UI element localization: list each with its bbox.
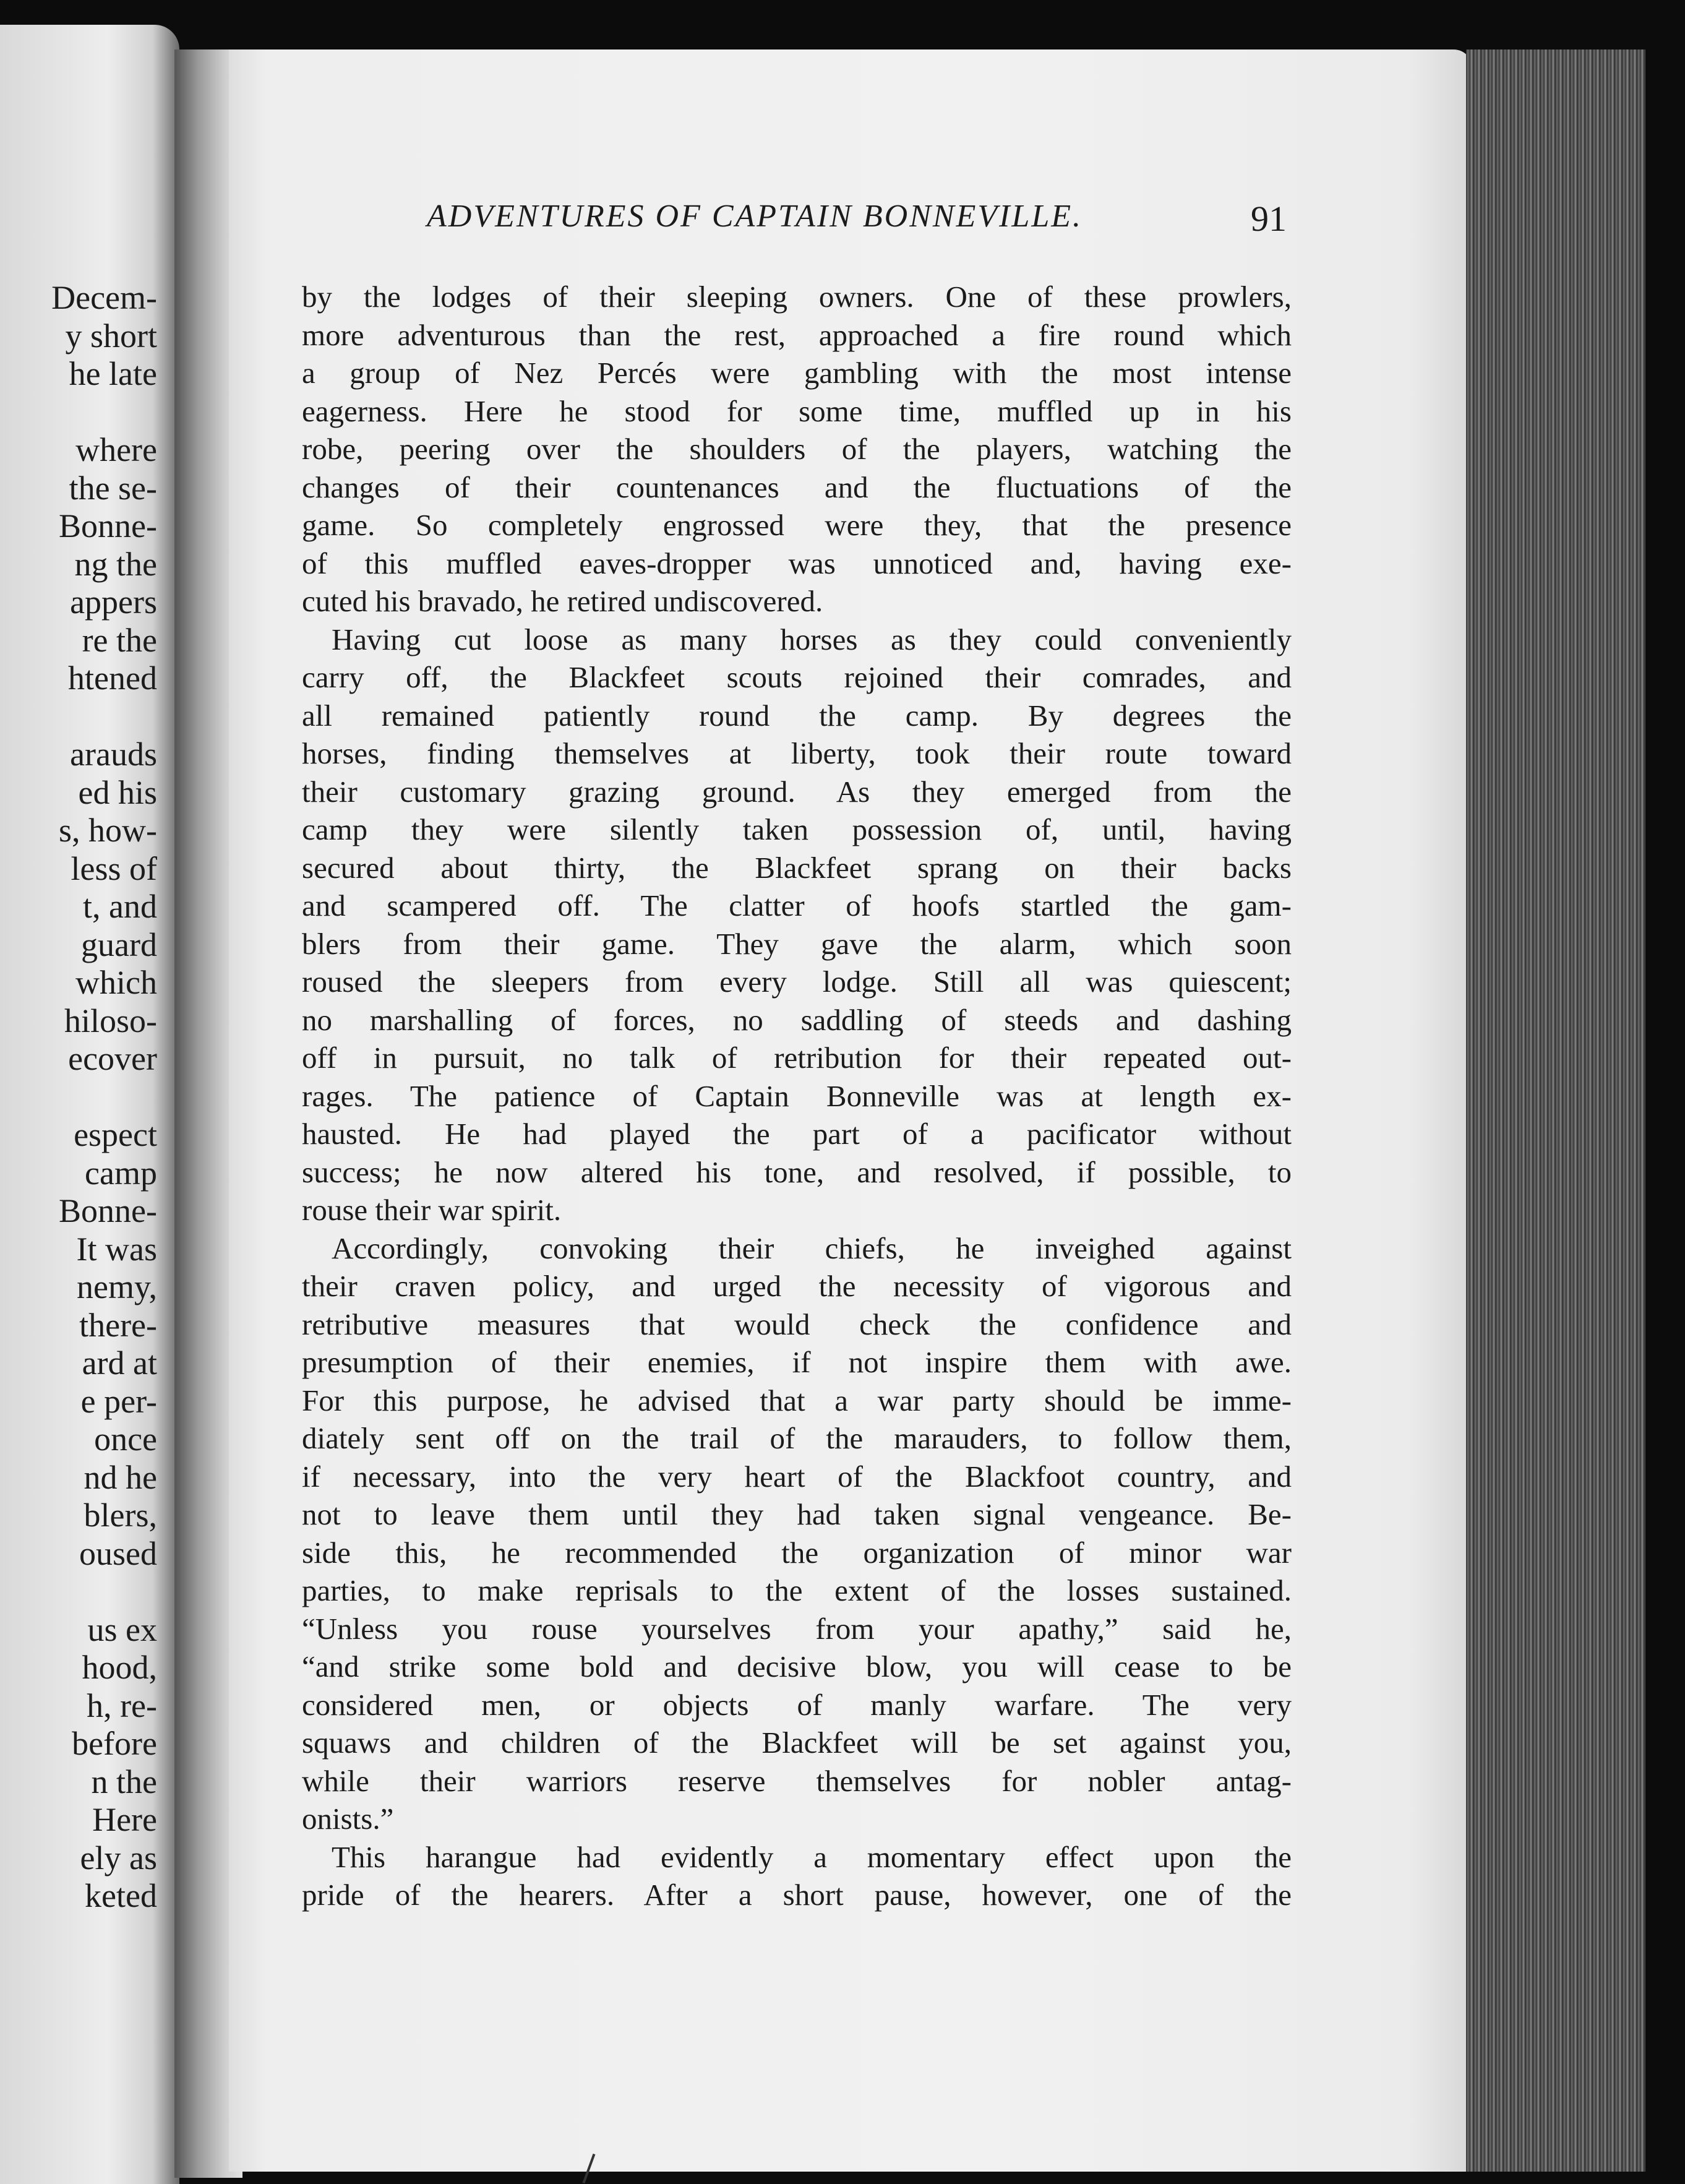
facing-page-line: the se-	[69, 469, 157, 507]
facing-page-line: e per-	[80, 1382, 157, 1420]
text-line: squaws and children of the Blackfeet will be set against you,	[302, 1726, 1292, 1760]
text-line: presumption of their enemies, if not inspire them with awe.	[302, 1345, 1292, 1379]
text-line: and scampered off. The clatter of hoofs startled the gam-	[302, 888, 1292, 922]
text-line: pride of the hearers. After a short pause, however, one of the	[302, 1878, 1292, 1912]
body-text	[302, 278, 1292, 1914]
text-line: while their warriors reserve themselves for nobler antag-	[302, 1763, 1292, 1798]
facing-page-line: espect	[74, 1116, 157, 1153]
text-line: game. So completely engrossed were they, that the presence	[302, 508, 1292, 542]
facing-page-line: Decem-	[51, 279, 157, 316]
page-number: 91	[1251, 199, 1287, 239]
page-header	[427, 198, 1287, 247]
text-line: hausted. He had played the part of a pacificator without	[302, 1117, 1292, 1151]
facing-page-line: arauds	[70, 736, 157, 773]
facing-page-line: nemy,	[77, 1268, 157, 1305]
facing-page-line: oused	[79, 1534, 157, 1572]
text-line: rouse their war spirit.	[302, 1193, 562, 1227]
facing-page-line: once	[94, 1421, 157, 1458]
text-line: blers from their game. They gave the alarm, which soon	[302, 926, 1292, 961]
facing-page-line: guard	[81, 926, 157, 963]
facing-page-line: us ex	[87, 1610, 157, 1648]
text-line: side this, he recommended the organization of minor war	[302, 1535, 1292, 1570]
text-line: cuted his bravado, he retired undiscovered.	[302, 584, 823, 618]
facing-page-line: y short	[65, 317, 157, 355]
facing-page-line: there-	[79, 1306, 157, 1344]
text-line: more adventurous than the rest, approached a fire round which	[302, 317, 1292, 352]
text-line: onists.”	[302, 1802, 394, 1836]
facing-page-line: ng the	[74, 545, 157, 583]
facing-page-line: he late	[69, 355, 157, 392]
facing-page-line: ecover	[68, 1040, 157, 1077]
paragraph	[302, 621, 1292, 1229]
text-line: not to leave them until they had taken signal vengeance. Be-	[302, 1497, 1292, 1531]
text-line: no marshalling of forces, no saddling of steeds and dashing	[302, 1002, 1292, 1037]
text-line: all remained patiently round the camp. By degrees the	[302, 698, 1292, 733]
facing-page-fragment	[0, 25, 179, 2184]
facing-page-line: h, re-	[87, 1687, 157, 1724]
text-line: a group of Nez Percés were gambling with the most intense	[302, 356, 1292, 390]
facing-page-line: which	[75, 964, 157, 1001]
text-line: horses, finding themselves at liberty, took their route toward	[302, 736, 1292, 770]
text-line: For this purpose, he advised that a war party should be imme-	[302, 1383, 1292, 1417]
text-line: roused the sleepers from every lodge. Still all was quiescent;	[302, 965, 1292, 999]
text-line: parties, to make reprisals to the extent of the losses sustained.	[302, 1573, 1292, 1607]
text-line: their craven policy, and urged the necessity of vigorous and	[302, 1269, 1292, 1303]
text-line: carry off, the Blackfeet scouts rejoined their comrades, and	[302, 660, 1292, 694]
text-line: off in pursuit, no talk of retribution for their repeated out-	[302, 1041, 1292, 1075]
text-line: their customary grazing ground. As they emerged from the	[302, 774, 1292, 809]
facing-page-line: less of	[71, 849, 157, 887]
text-line: eagerness. Here he stood for some time, muffled up in his	[302, 393, 1292, 428]
page-edges	[1466, 49, 1645, 2172]
facing-page-line: n the	[91, 1763, 157, 1800]
text-line: “and strike some bold and decisive blow, you will cease to be	[302, 1649, 1292, 1683]
facing-page-line: ard at	[82, 1344, 157, 1382]
paragraph	[302, 278, 1292, 621]
facing-page-line: Bonne-	[59, 1192, 157, 1229]
facing-page-line: ed his	[78, 773, 157, 811]
facing-page-line: hiloso-	[64, 1002, 157, 1039]
facing-page-line: blers,	[84, 1497, 157, 1534]
text-line: by the lodges of their sleeping owners. One of these prowlers,	[302, 280, 1292, 314]
paragraph	[302, 1229, 1292, 1838]
facing-page-line: Bonne-	[59, 507, 157, 544]
facing-page-line: ely as	[80, 1839, 157, 1877]
facing-page-line: camp	[85, 1154, 157, 1192]
text-line: if necessary, into the very heart of the Blackfoot country, and	[302, 1459, 1292, 1494]
text-line: rages. The patience of Captain Bonneville was at length ex-	[302, 1078, 1292, 1113]
text-line: success; he now altered his tone, and resolved, if possible, to	[302, 1154, 1292, 1189]
text-line: secured about thirty, the Blackfeet sprang on their backs	[302, 850, 1292, 885]
facing-page-line: s, how-	[59, 812, 157, 849]
facing-page-line: Here	[92, 1801, 157, 1838]
facing-page-line: re the	[82, 621, 157, 659]
facing-page-line: htened	[68, 660, 157, 697]
facing-page-line: nd he	[84, 1458, 157, 1496]
text-line: changes of their countenances and the fluctuations of the	[302, 470, 1292, 504]
text-line: Accordingly, convoking their chiefs, he inveighed against	[332, 1231, 1292, 1265]
text-line: This harangue had evidently a momentary effect upon the	[332, 1839, 1292, 1874]
facing-page-line: t, and	[83, 888, 157, 925]
running-head: ADVENTURES OF CAPTAIN BONNEVILLE.	[427, 199, 1083, 234]
text-line: of this muffled eaves-dropper was unnoticed and, having exe-	[302, 546, 1292, 580]
facing-page-line: hood,	[82, 1649, 157, 1686]
text-line: “Unless you rouse yourselves from your apathy,” said he,	[302, 1611, 1292, 1646]
facing-page-line: where	[75, 431, 157, 468]
text-line: Having cut loose as many horses as they could conveniently	[332, 622, 1292, 656]
facing-page-line: It was	[76, 1230, 157, 1268]
text-line: retributive measures that would check the confidence and	[302, 1307, 1292, 1341]
facing-page-line: before	[72, 1725, 157, 1762]
facing-page-line: keted	[85, 1877, 157, 1914]
text-line: considered men, or objects of manly warfare. The very	[302, 1687, 1292, 1722]
text-line: robe, peering over the shoulders of the players, watching the	[302, 432, 1292, 466]
paragraph	[302, 1838, 1292, 1914]
text-line: diately sent off on the trail of the marauders, to follow them,	[302, 1421, 1292, 1455]
facing-page-line: appers	[70, 583, 157, 621]
text-line: camp they were silently taken possession of, until, having	[302, 812, 1292, 846]
